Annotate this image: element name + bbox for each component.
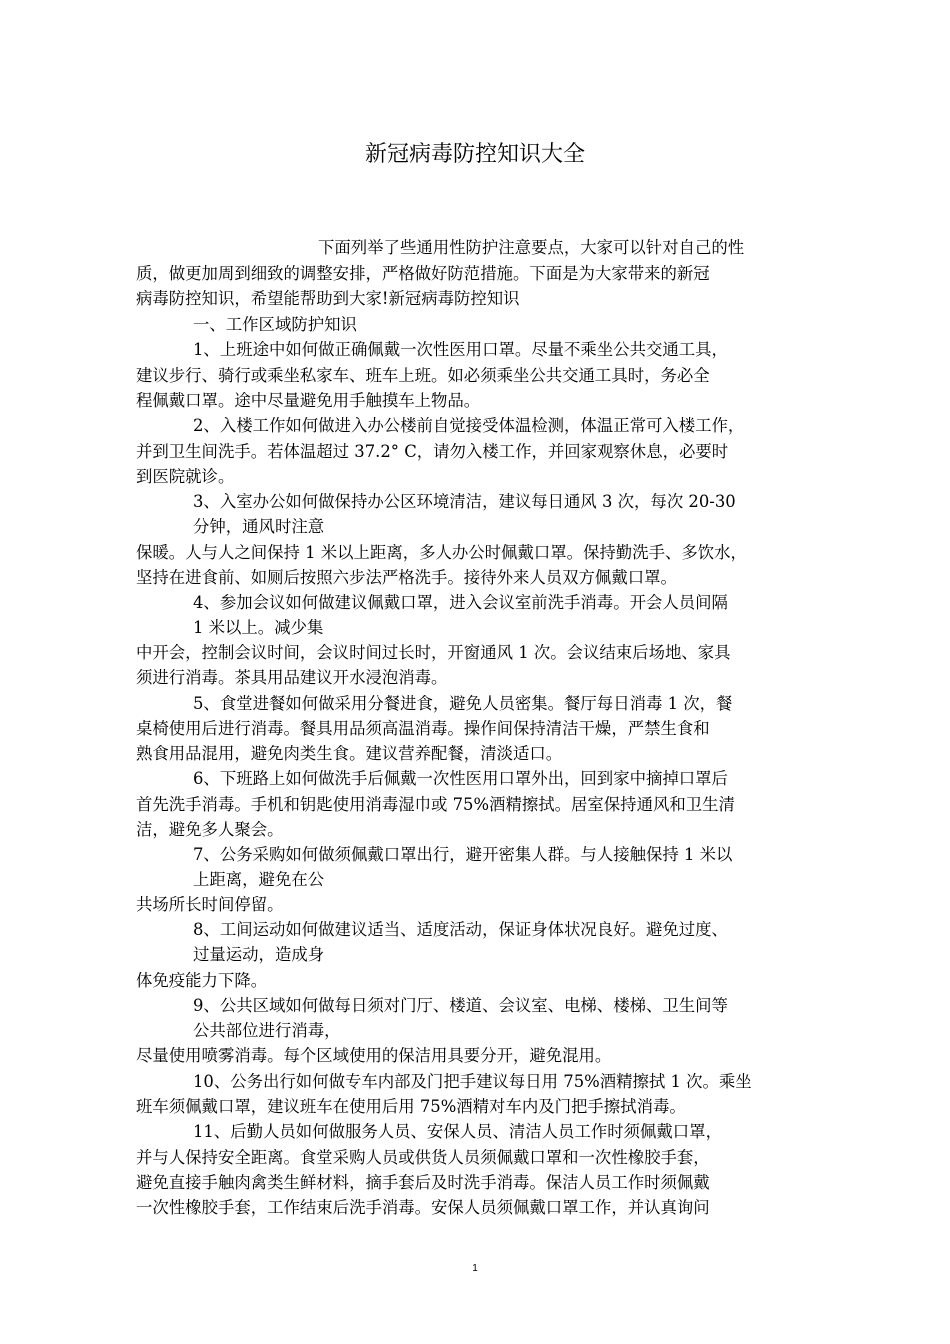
- paragraph-line: 7、公务采购如何做须佩戴口罩出行，避开密集人群。与人接触保持 1 米以: [193, 845, 733, 864]
- paragraph-line: 1 米以上。减少集: [193, 618, 324, 637]
- paragraph-line: 到医院就诊。: [136, 467, 235, 486]
- paragraph-line: 公共部位进行消毒，: [193, 1021, 341, 1040]
- paragraph-line: 3、入室办公如何做保持办公区环境清洁，建议每日通风 3 次，每次 20-30: [193, 492, 736, 511]
- paragraph-line: 洁，避免多人聚会。: [136, 820, 284, 839]
- paragraph-line: 共场所长时间停留。: [136, 895, 284, 914]
- paragraph-line: 并到卫生间洗手。若体温超过 37.2° C，请勿入楼工作，并回家观察休息，必要时: [136, 442, 729, 461]
- paragraph-line: 下面列举了些通用性防护注意要点，大家可以针对自己的性: [318, 238, 745, 257]
- paragraph-line: 5、食堂进餐如何做采用分餐进食，避免人员密集。餐厅每日消毒 1 次，餐: [193, 694, 733, 713]
- paragraph-line: 分钟，通风时注意: [193, 517, 325, 536]
- paragraph-line: 8、工间运动如何做建议适当、适度活动，保证身体状况良好。避免过度、: [193, 920, 728, 939]
- paragraph-line: 尽量使用喷雾消毒。每个区域使用的保洁用具要分开，避免混用。: [136, 1046, 612, 1065]
- paragraph-line: 中开会，控制会议时间，会议时间过长时，开窗通风 1 次。会议结束后场地、家具: [136, 643, 731, 662]
- paragraph-line: 熟食用品混用，避免肉类生食。建议营养配餐，清淡适口。: [136, 744, 563, 763]
- paragraph-line: 上距离，避免在公: [193, 870, 325, 889]
- paragraph-line: 2、入楼工作如何做进入办公楼前自觉接受体温检测，体温正常可入楼工作，: [193, 416, 745, 435]
- paragraph-line: 6、下班路上如何做洗手后佩戴一次性医用口罩外出，回到家中摘掉口罩后: [193, 769, 728, 788]
- paragraph-line: 并与人保持安全距离。食堂采购人员或供货人员须佩戴口罩和一次性橡胶手套，: [136, 1148, 710, 1167]
- paragraph-line: 坚持在进食前、如厕后按照六步法严格洗手。接待外来人员双方佩戴口罩。: [136, 568, 677, 587]
- paragraph-line: 9、公共区域如何做每日须对门厅、楼道、会议室、电梯、楼梯、卫生间等: [193, 996, 728, 1015]
- section-heading: 一、工作区域防护知识: [193, 315, 357, 334]
- paragraph-line: 避免直接手触肉禽类生鲜材料，摘手套后及时洗手消毒。保洁人员工作时须佩戴: [136, 1173, 710, 1192]
- paragraph-line: 程佩戴口罩。途中尽量避免用手触摸车上物品。: [136, 391, 481, 410]
- paragraph-line: 首先洗手消毒。手机和钥匙使用消毒湿巾或 75%酒精擦拭。居室保持通风和卫生清: [136, 795, 735, 814]
- paragraph-line: 体免疫能力下降。: [136, 971, 268, 990]
- paragraph-line: 病毒防控知识，希望能帮助到大家!新冠病毒防控知识: [136, 289, 520, 308]
- document-title: 新冠病毒防控知识大全: [364, 142, 585, 167]
- paragraph-line: 桌椅使用后进行消毒。餐具用品须高温消毒。操作间保持清洁干燥，严禁生食和: [136, 719, 710, 738]
- page-number: 1: [472, 1263, 478, 1274]
- paragraph-line: 建议步行、骑行或乘坐私家车、班车上班。如必须乘坐公共交通工具时，务必全: [136, 366, 710, 385]
- paragraph-line: 质，做更加周到细致的调整安排，严格做好防范措施。下面是为大家带来的新冠: [136, 264, 710, 283]
- paragraph-line: 1、上班途中如何做正确佩戴一次性医用口罩。尽量不乘坐公共交通工具，: [193, 340, 728, 359]
- paragraph-line: 11、后勤人员如何做服务人员、安保人员、清洁人员工作时须佩戴口罩，: [193, 1122, 722, 1141]
- paragraph-line: 保暖。人与人之间保持 1 米以上距离，多人办公时佩戴口罩。保持勤洗手、多饮水，: [136, 543, 747, 562]
- paragraph-line: 4、参加会议如何做建议佩戴口罩，进入会议室前洗手消毒。开会人员间隔: [193, 593, 728, 612]
- paragraph-line: 须进行消毒。茶具用品建议开水浸泡消毒。: [136, 668, 448, 687]
- paragraph-line: 过量运动，造成身: [193, 945, 325, 964]
- paragraph-line: 一次性橡胶手套，工作结束后洗手消毒。安保人员须佩戴口罩工作，并认真询问: [136, 1198, 710, 1217]
- paragraph-line: 班车须佩戴口罩，建议班车在使用后用 75%酒精对车内及门把手擦拭消毒。: [136, 1097, 686, 1116]
- paragraph-line: 10、公务出行如何做专车内部及门把手建议每日用 75%酒精擦拭 1 次。乘坐: [193, 1072, 752, 1091]
